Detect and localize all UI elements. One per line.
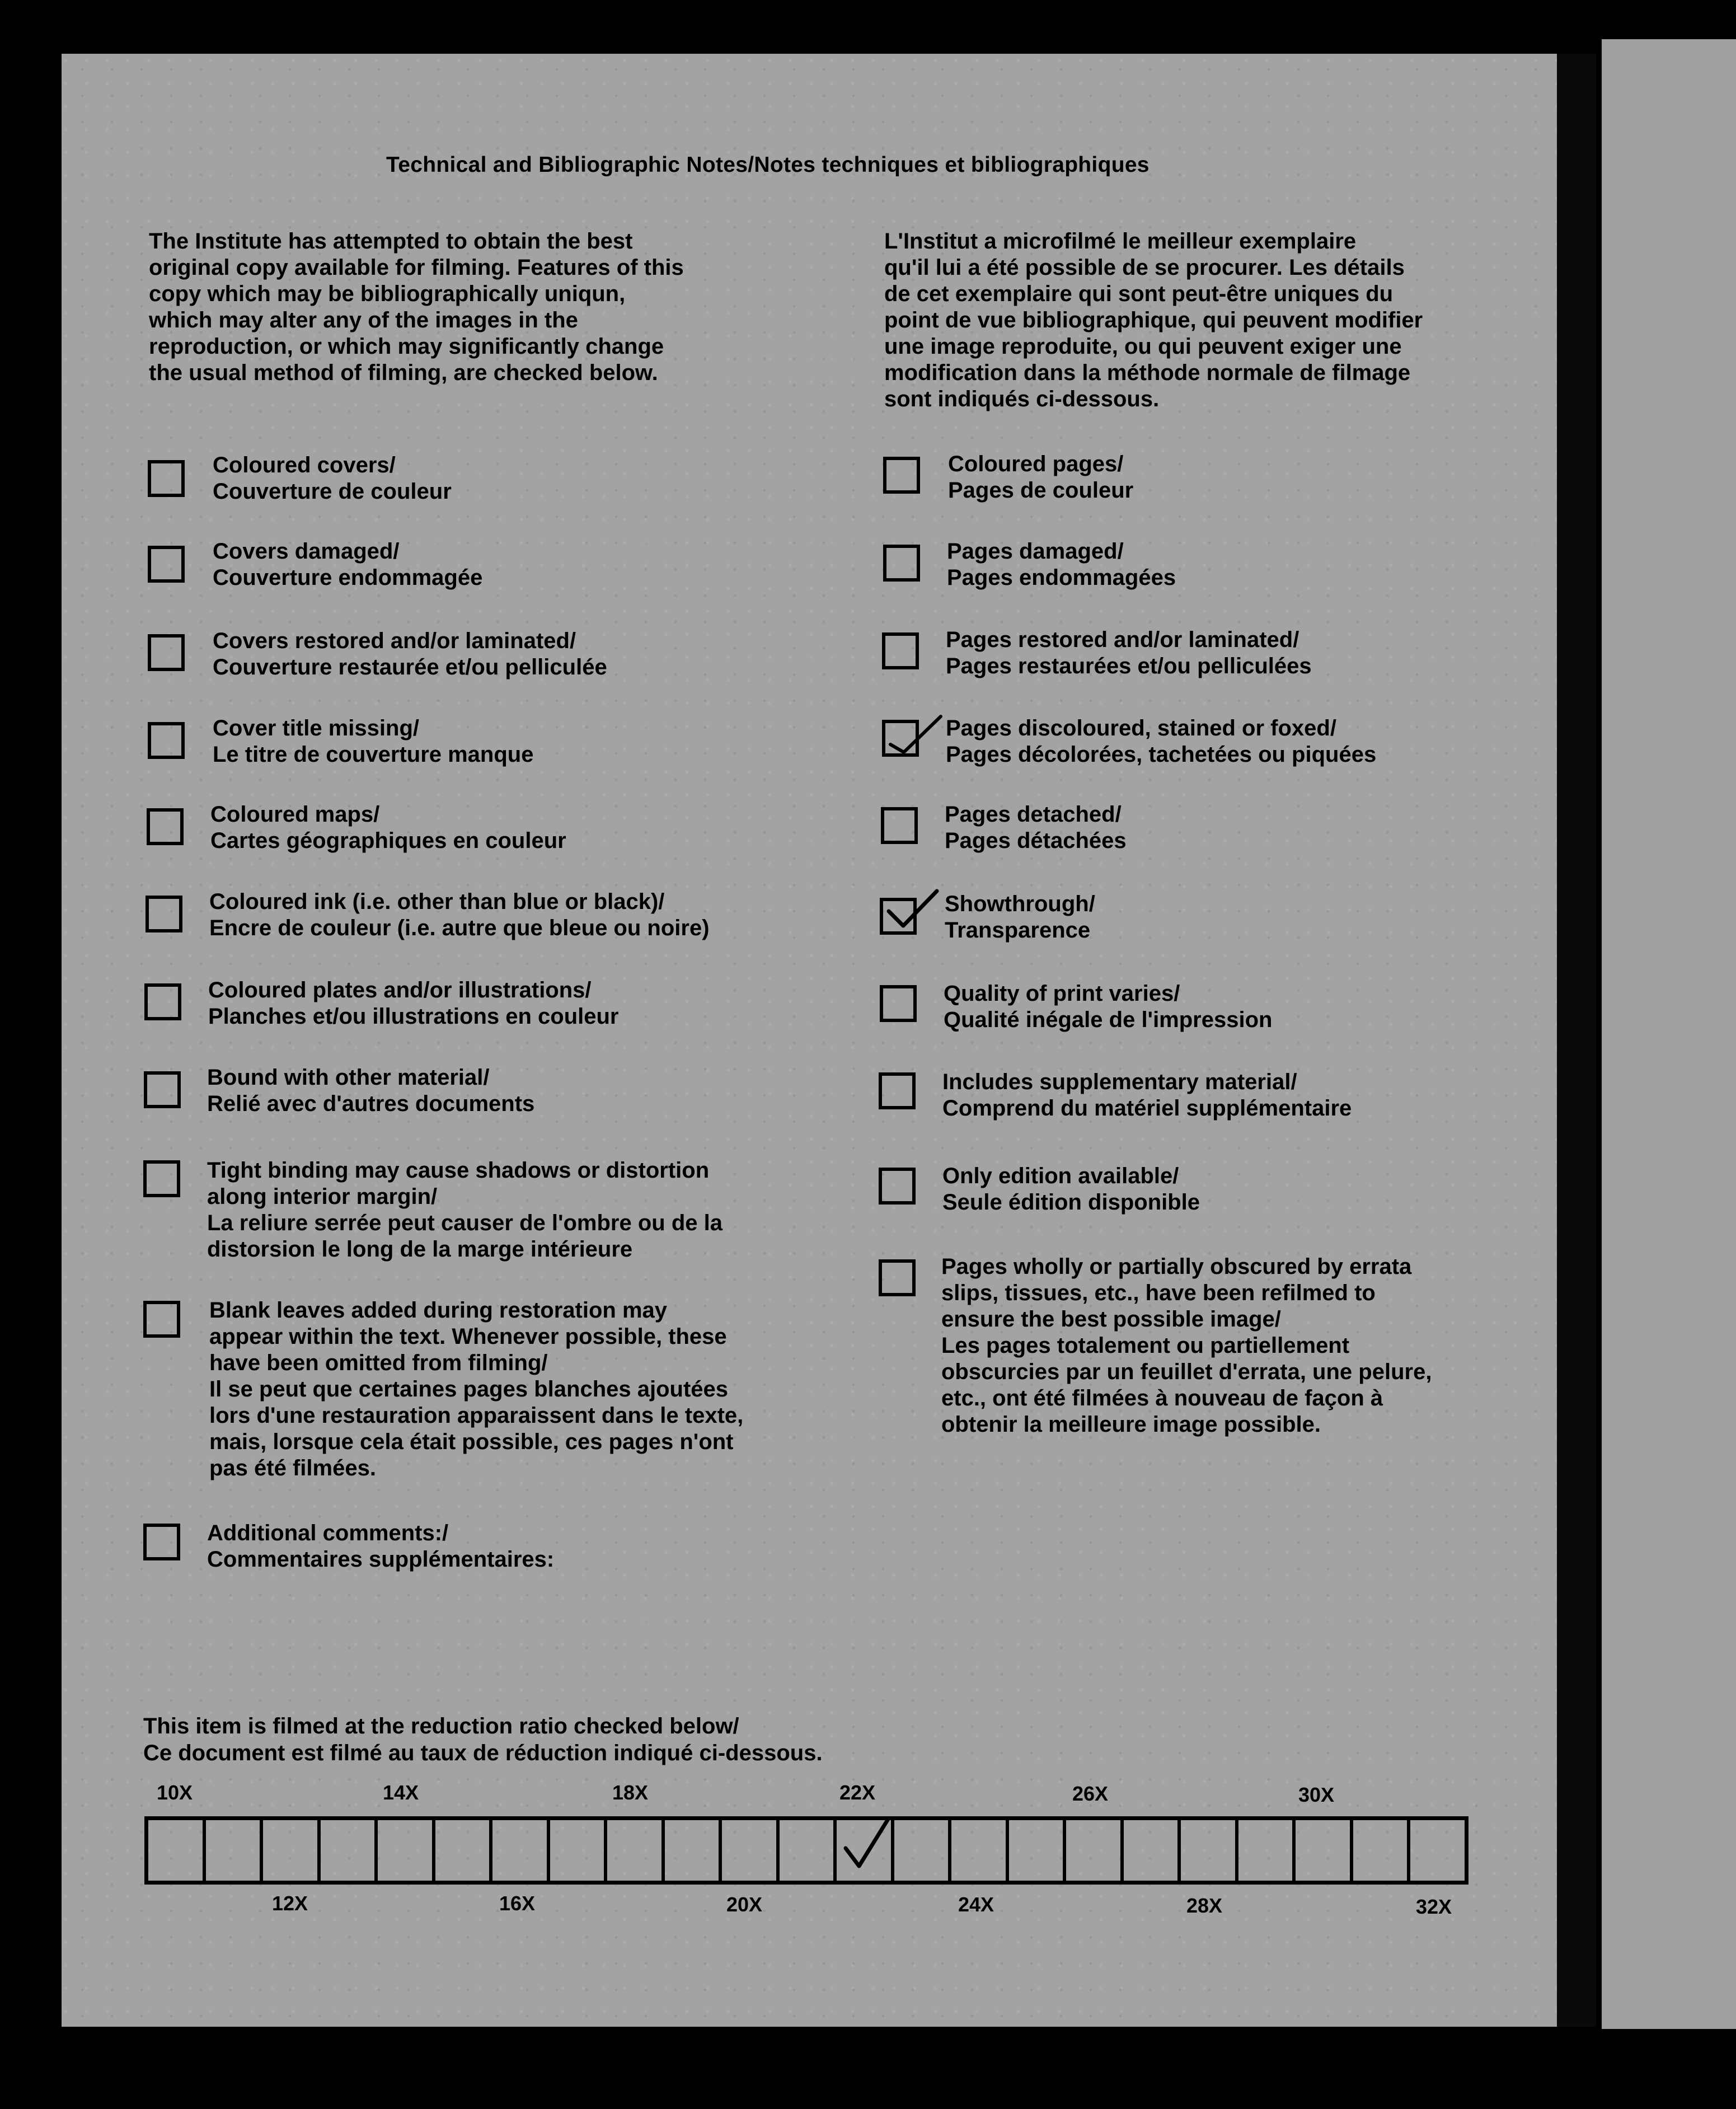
ratio-cell[interactable]	[780, 1820, 837, 1881]
item-label-right-4: Pages detached/ Pages détachées	[945, 802, 1127, 853]
checkbox-right-6[interactable]	[880, 985, 917, 1022]
ratio-cell[interactable]	[492, 1820, 550, 1881]
checkbox-right-0[interactable]	[883, 457, 920, 494]
item-label-right-7: Includes supplementary material/ Comprend du matériel supplémentaire	[942, 1070, 1352, 1121]
ratio-cell[interactable]	[1124, 1820, 1181, 1881]
item-label-left-5: Coloured ink (i.e. other than blue or black)/ Encre de couleur (i.e. autre que bleue ou noire)	[209, 889, 710, 940]
page-title: Technical and Bibliographic Notes/Notes techniques et bibliographiques	[386, 153, 1149, 177]
checkbox-left-9[interactable]	[143, 1301, 180, 1338]
sheet-edge-shadow	[1557, 54, 1596, 2027]
ratio-label-bottom: 32X	[1416, 1895, 1452, 1918]
checkbox-left-1[interactable]	[148, 546, 185, 583]
checkbox-right-7[interactable]	[879, 1072, 916, 1109]
ratio-cell[interactable]	[550, 1820, 608, 1881]
reduction-ratio-grid	[144, 1816, 1468, 1885]
item-label-right-9: Pages wholly or partially obscured by errata slips, tissues, etc., have been refilmed to ensure the best possible image/ Les pages totalement ou partiellement obscurcies par un feuillet d'errata, une pelure, etc., ont été filmées à nouveau de façon à obtenir la meilleure image possible.	[941, 1254, 1432, 1437]
ratio-label-top: 14X	[383, 1781, 419, 1804]
item-label-right-0: Coloured pages/ Pages de couleur	[948, 452, 1134, 503]
item-label-left-3: Cover title missing/ Le titre de couverture manque	[213, 716, 534, 767]
ratio-cell[interactable]	[206, 1820, 264, 1881]
item-label-left-10: Additional comments:/ Commentaires supplémentaires:	[207, 1521, 555, 1572]
item-label-right-3: Pages discoloured, stained or foxed/ Pages décolorées, tachetées ou piquées	[946, 716, 1377, 767]
item-label-right-2: Pages restored and/or laminated/ Pages restaurées et/ou pelliculées	[946, 627, 1312, 678]
ratio-cell[interactable]	[837, 1820, 894, 1881]
checkbox-right-4[interactable]	[881, 807, 918, 844]
ratio-cell[interactable]	[263, 1820, 321, 1881]
checkbox-left-0[interactable]	[148, 460, 185, 497]
ratio-cell[interactable]	[665, 1820, 722, 1881]
item-label-right-6: Quality of print varies/ Qualité inégale de l'impression	[944, 981, 1273, 1032]
ratio-label-bottom: 16X	[499, 1892, 536, 1915]
item-label-left-0: Coloured covers/ Couverture de couleur	[213, 453, 452, 504]
item-label-right-1: Pages damaged/ Pages endommagées	[947, 539, 1176, 590]
checkbox-right-8[interactable]	[879, 1168, 916, 1205]
ratio-cell[interactable]	[378, 1820, 435, 1881]
adjacent-page	[1602, 39, 1736, 2029]
ratio-label-top: 10X	[157, 1781, 193, 1804]
ratio-label-bottom: 24X	[958, 1893, 994, 1916]
ratio-cell[interactable]	[1009, 1820, 1067, 1881]
ratio-label-top: 22X	[839, 1781, 876, 1804]
ratio-cell[interactable]	[1181, 1820, 1238, 1881]
intro-french: L'Institut a microfilmé le meilleur exemplaire qu'il lui a été possible de se procurer. Les détails de cet exemplaire qui sont peut-être uniques du point de vue bibliographique, qui peuvent modifier une image reproduite, ou qui peuvent exiger une modification dans la méthode normale de filmage sont indiqués ci-dessous.	[884, 229, 1423, 411]
item-label-left-9: Blank leaves added during restoration may appear within the text. Whenever possible, these have been omitted from filming/ Il se peut que certaines pages blanches ajoutées lors d'une restauration apparaissent dans le texte, mais, lorsque cela était possible, ces pages n'ont pas été filmées.	[209, 1298, 744, 1480]
checkbox-left-8[interactable]	[143, 1160, 180, 1197]
checkbox-right-1[interactable]	[883, 545, 920, 582]
item-label-left-1: Covers damaged/ Couverture endommagée	[213, 539, 483, 590]
checkbox-left-5[interactable]	[146, 896, 182, 932]
ratio-label-bottom: 28X	[1186, 1894, 1223, 1917]
ratio-cell[interactable]	[1353, 1820, 1411, 1881]
ratio-cell[interactable]	[894, 1820, 952, 1881]
ratio-cell[interactable]	[1296, 1820, 1353, 1881]
item-label-left-6: Coloured plates and/or illustrations/ Planches et/ou illustrations en couleur	[208, 978, 619, 1029]
ratio-cell[interactable]	[1410, 1820, 1465, 1881]
ratio-cell[interactable]	[951, 1820, 1009, 1881]
reduction-ratio-note: This item is filmed at the reduction ratio checked below/ Ce document est filmé au taux de réduction indiqué ci-dessous.	[143, 1714, 823, 1765]
ratio-cell[interactable]	[321, 1820, 378, 1881]
ratio-cell[interactable]	[607, 1820, 665, 1881]
item-label-right-5: Showthrough/ Transparence	[945, 892, 1095, 943]
ratio-cell[interactable]	[435, 1820, 493, 1881]
ratio-cell[interactable]	[1238, 1820, 1296, 1881]
checkbox-left-10[interactable]	[143, 1524, 180, 1560]
ratio-label-top: 18X	[612, 1781, 649, 1804]
checkbox-left-6[interactable]	[144, 983, 181, 1020]
item-label-left-7: Bound with other material/ Relié avec d'autres documents	[207, 1065, 535, 1116]
checkbox-left-2[interactable]	[148, 634, 185, 671]
checkbox-right-2[interactable]	[882, 632, 919, 669]
checkbox-right-9[interactable]	[879, 1259, 916, 1296]
item-label-left-2: Covers restored and/or laminated/ Couverture restaurée et/ou pelliculée	[213, 629, 607, 679]
ratio-cell[interactable]	[722, 1820, 780, 1881]
checkbox-left-3[interactable]	[148, 722, 185, 759]
ratio-label-bottom: 12X	[272, 1892, 308, 1915]
checkmark-icon	[841, 1810, 892, 1877]
ratio-cell[interactable]	[148, 1820, 206, 1881]
item-label-left-4: Coloured maps/ Cartes géographiques en couleur	[210, 802, 566, 853]
ratio-label-bottom: 20X	[726, 1893, 763, 1916]
checkbox-left-7[interactable]	[144, 1071, 181, 1108]
item-label-left-8: Tight binding may cause shadows or distortion along interior margin/ La reliure serrée peut causer de l'ombre ou de la distorsion le long de la marge intérieure	[207, 1158, 722, 1262]
checkmark-icon	[887, 710, 943, 760]
checkbox-left-4[interactable]	[147, 808, 184, 845]
checkmark-icon	[884, 887, 940, 937]
ratio-label-top: 30X	[1298, 1783, 1335, 1806]
intro-english: The Institute has attempted to obtain the best original copy available for filming. Features of this copy which may be bibliographically uniqun, which may alter any of the images in the reproduction, or which may significantly change the usual method of filming, are checked below.	[149, 229, 684, 385]
ratio-cell[interactable]	[1066, 1820, 1124, 1881]
ratio-label-top: 26X	[1072, 1782, 1109, 1805]
item-label-right-8: Only edition available/ Seule édition disponible	[942, 1164, 1200, 1215]
